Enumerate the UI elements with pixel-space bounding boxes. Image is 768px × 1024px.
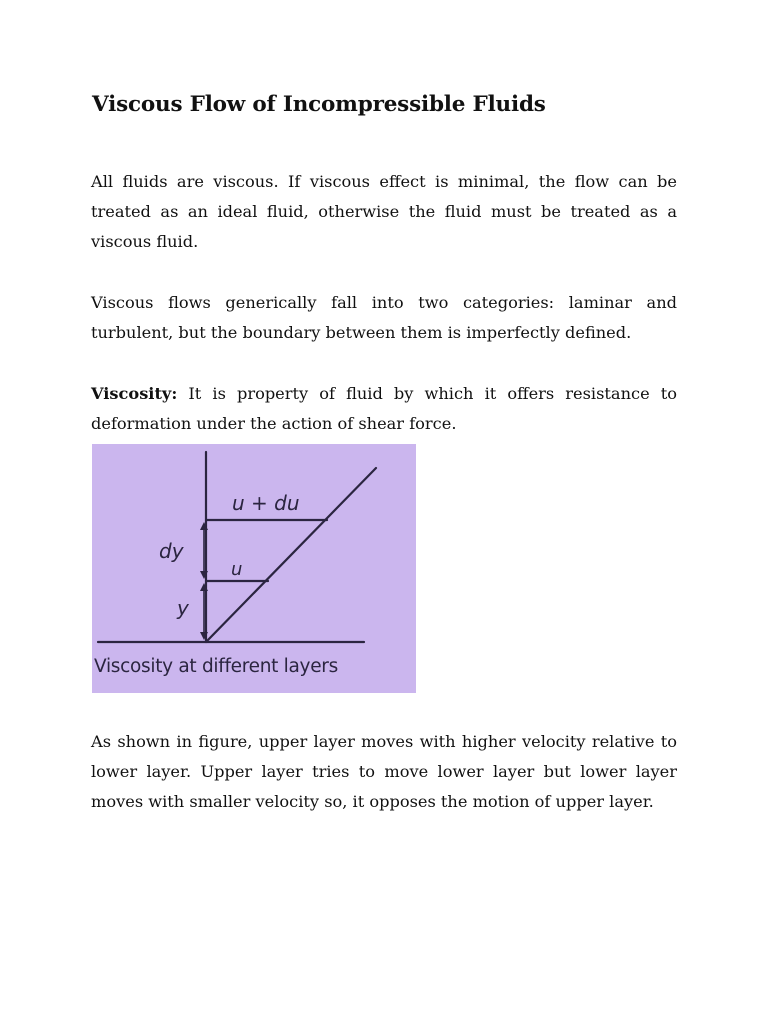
definition-text: It is property of fluid by which it offers resistance to deformation under the action of shear force. [91, 384, 677, 433]
definition-term: Viscosity: [91, 384, 178, 403]
page-title: Viscous Flow of Incompressible Fluids [92, 92, 546, 117]
layer-gap-label: dy [159, 539, 184, 563]
paragraph-categories: Viscous flows generically fall into two categories: laminar and turbulent, but the boundary between them is imperfectly defined. [91, 293, 677, 342]
height-label: y [177, 596, 189, 620]
lower-velocity-label: u [231, 559, 243, 580]
viscosity-figure [92, 444, 416, 693]
figure-caption: Viscosity at different layers [94, 656, 338, 677]
paragraph-definition [91, 379, 677, 439]
paragraph-intro: All fluids are viscous. If viscous effect is minimal, the flow can be treated as an ideal fluid, otherwise the fluid must be treated as a viscous fluid. [91, 172, 677, 251]
paragraph-explanation: As shown in figure, upper layer moves with higher velocity relative to lower layer. Upper layer tries to move lower layer but lower layer moves with smaller velocity so, it opposes the motion of upper layer. [91, 732, 677, 811]
upper-velocity-label: u + du [232, 491, 300, 515]
